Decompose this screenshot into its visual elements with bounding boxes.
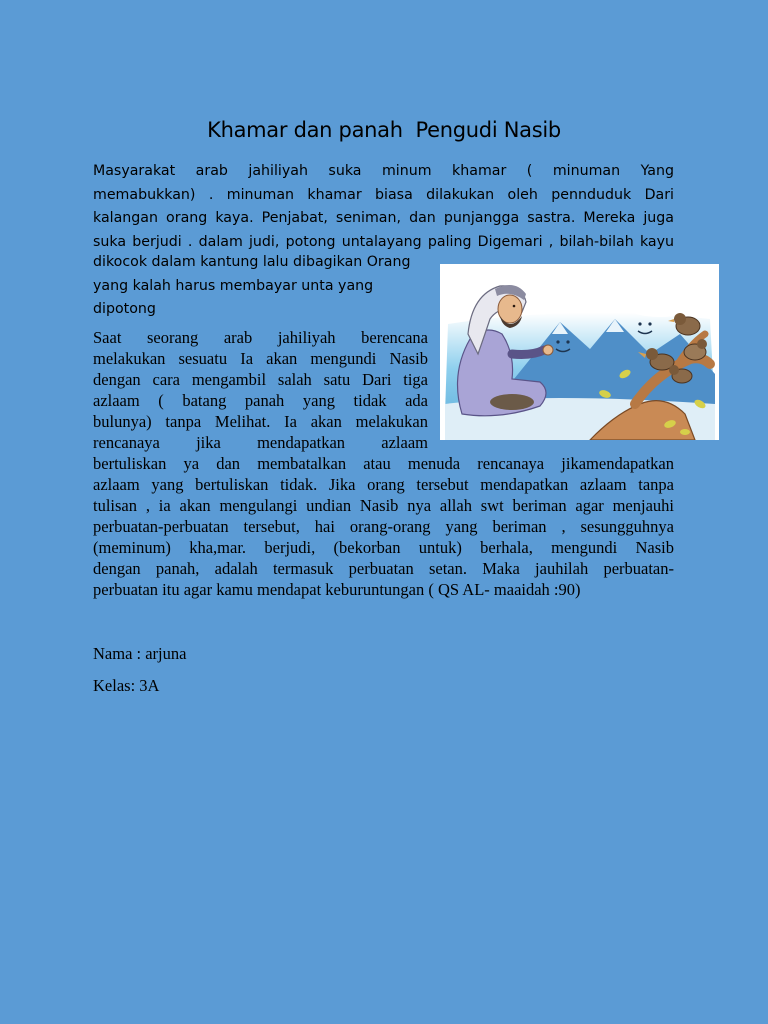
- paragraph-2: [93, 453, 674, 600]
- paragraph-line: bulunya) tanpa Melihat. Ia akan melakukan: [93, 412, 428, 431]
- student-class: Kelas: 3A: [93, 676, 160, 695]
- paragraph-line: dengan cara mengambil salah satu Dari tiga: [93, 370, 428, 389]
- illustration-image: [440, 264, 719, 440]
- paragraph-line: perbuatan-perbuatan tersebut, hai orang-orang yang beriman , sesungguhnya: [93, 517, 674, 536]
- paragraph-line: (meminum) kha,mar. berjudi, (bekorban untuk) berhala, mengundi Nasib: [93, 538, 674, 557]
- paragraph-line: suka berjudi . dalam judi, potong untalayang paling Digemari , bilah-bilah kayu: [93, 233, 674, 250]
- student-name: Nama : arjuna: [93, 644, 187, 663]
- paragraph-line: Saat seorang arab jahiliyah berencana: [93, 328, 428, 347]
- paragraph-line: azlaam yang bertuliskan tidak. Jika orang tersebut mendapatkan azlaam tanpa: [93, 475, 674, 494]
- paragraph-1: [93, 160, 674, 254]
- paragraph-line: rencanaya jika mendapatkan azlaam: [93, 433, 428, 452]
- paragraph-line: kalangan orang kaya. Penjabat, seniman, dan punjangga sastra. Mereka juga: [93, 210, 674, 226]
- paragraph-line: Masyarakat arab jahiliyah suka minum khamar ( minuman Yang: [93, 163, 674, 179]
- paragraph-line: perbuatan itu agar kamu mendapat keburuntungan ( QS AL- maaidah :90): [93, 580, 581, 599]
- paragraph-line: dengan panah, adalah termasuk perbuatan setan. Maka jauhilah perbuatan-: [93, 559, 674, 578]
- paragraph-line: bertuliskan ya dan membatalkan atau menuda rencanaya jikamendapatkan: [93, 454, 674, 473]
- paragraph-line: memabukkan) . minuman khamar biasa dilakukan oleh pennduduk Dari: [93, 186, 674, 203]
- paragraph-line: dipotong: [93, 301, 156, 317]
- paragraph-line: azlaam ( batang panah yang tidak ada: [93, 391, 428, 410]
- paragraph-line: tulisan , ia akan mengulangi undian Nasib nya allah swt beriman agar menjauhi: [93, 496, 674, 515]
- document-title: Khamar dan panah Pengudi Nasib: [207, 118, 561, 142]
- paragraph-line: dikocok dalam kantung lalu dibagikan Orang: [93, 254, 411, 270]
- paragraph-2-wrap: [93, 327, 428, 453]
- paragraph-line: yang kalah harus membayar unta yang: [93, 277, 374, 294]
- man-with-birds-illustration: [440, 264, 719, 440]
- paragraph-1-wrap: [93, 251, 428, 322]
- paragraph-line: melakukan sesuatu Ia akan mengundi Nasib: [93, 349, 428, 368]
